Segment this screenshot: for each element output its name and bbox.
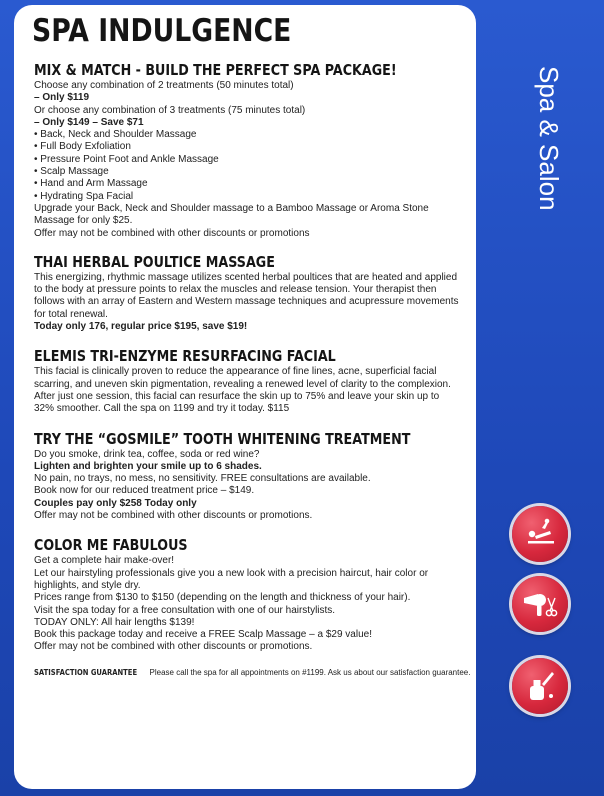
section-line: Do you smoke, drink tea, coffee, soda or red wine?: [34, 448, 260, 460]
section: [34, 430, 460, 523]
section-line: for total renewal.: [34, 308, 108, 320]
nail-polish-icon: [512, 658, 568, 714]
section-line: • Full Body Exfoliation: [34, 141, 131, 153]
section-line: Book this package today and receive a FREE Scalp Massage – a $29 value!: [34, 629, 372, 641]
section: [34, 347, 460, 415]
satisfaction-guarantee: [34, 667, 471, 678]
section-line: – Only $149 – Save $71: [34, 116, 144, 128]
guarantee-text: Please call the spa for all appointments on #1199. Ask us about our satisfaction guarantee.: [149, 667, 471, 677]
section-line: highlights, and style dry.: [34, 579, 141, 591]
section-line: Offer may not be combined with other discounts or promotions: [34, 227, 310, 239]
section-line: Prices range from $130 to $150 (depending on the length and thickness of your hair).: [34, 592, 411, 604]
section-line: Massage for only $25.: [34, 215, 133, 227]
hair-dryer-scissors-icon: [512, 576, 568, 632]
section-line: Offer may not be combined with other discounts or promotions.: [34, 510, 313, 522]
section-line: Choose any combination of 2 treatments (50 minutes total): [34, 80, 294, 91]
section-line: Or choose any combination of 3 treatments (75 minutes total): [34, 104, 306, 116]
section-heading: COLOR ME FABULOUS: [34, 536, 188, 555]
section-line: Upgrade your Back, Neck and Shoulder massage to a Bamboo Massage or Aroma Stone: [34, 202, 429, 214]
section-line: – Only $119: [34, 92, 90, 104]
section-heading: TRY THE “GOSMILE” TOOTH WHITENING TREATMENT: [34, 429, 411, 448]
section-line: No pain, no trays, no mess, no sensitivity. FREE consultations are available.: [34, 473, 371, 485]
section-line: TODAY ONLY: All hair lengths $139!: [34, 616, 195, 628]
section-line: Lighten and brighten your smile up to 6 shades.: [34, 460, 262, 472]
content-panel: [14, 5, 476, 789]
section-heading: MIX & MATCH - BUILD THE PERFECT SPA PACKAGE!: [34, 61, 397, 79]
side-label: [528, 66, 568, 246]
section-line: follows with an array of Eastern and Western massage techniques and acupressure movements: [34, 296, 459, 308]
section-line: scarring, and uneven skin pigmentation, revealing a renewed level of clarity to the complexion.: [34, 378, 451, 390]
side-label-text: Spa & Salon: [534, 66, 564, 211]
guarantee-heading: SATISFACTION GUARANTEE: [34, 667, 138, 677]
section-heading: ELEMIS TRI-ENZYME RESURFACING FACIAL: [34, 347, 336, 366]
section-heading: THAI HERBAL POULTICE MASSAGE: [34, 252, 275, 271]
section-line: Book now for our reduced treatment price – $149.: [34, 485, 255, 497]
section: [34, 61, 460, 240]
section-line: Today only 176, regular price $195, save $19!: [34, 321, 248, 333]
section-line: 32% smoother. Call the spa on 1199 and try it today. $115: [34, 403, 290, 415]
section-line: Couples pay only $258 Today only: [34, 497, 197, 509]
page-title: SPA INDULGENCE: [32, 13, 292, 49]
section-line: • Scalp Massage: [34, 166, 109, 178]
section-line: • Hydrating Spa Facial: [34, 190, 134, 202]
section-line: After just one session, this facial can resurface the skin up to 75% and leave your skin up to: [34, 390, 440, 402]
section-line: This facial is clinically proven to reduce the appearance of fine lines, acne, superficial facial: [34, 366, 437, 378]
section-line: Get a complete hair make-over!: [34, 555, 175, 567]
section-line: Offer may not be combined with other discounts or promotions.: [34, 641, 313, 653]
section-line: • Hand and Arm Massage: [34, 178, 148, 190]
section: [34, 253, 460, 333]
massage-icon: [512, 506, 568, 562]
sections-container: [34, 61, 460, 654]
section-line: • Pressure Point Foot and Ankle Massage: [34, 153, 219, 165]
section-line: • Back, Neck and Shoulder Massage: [34, 129, 197, 141]
section: [34, 536, 460, 653]
section-line: Let our hairstyling professionals give you a new look with a precision haircut, hair color or: [34, 567, 429, 579]
section-line: to the body at pressure points to relax the muscles and release tension. Your therapist then: [34, 284, 437, 296]
section-line: This energizing, rhythmic massage utilizes scented herbal poultices that are heated and applied: [34, 271, 458, 283]
section-line: Visit the spa today for a free consultation with one of our hairstylists.: [34, 604, 336, 616]
